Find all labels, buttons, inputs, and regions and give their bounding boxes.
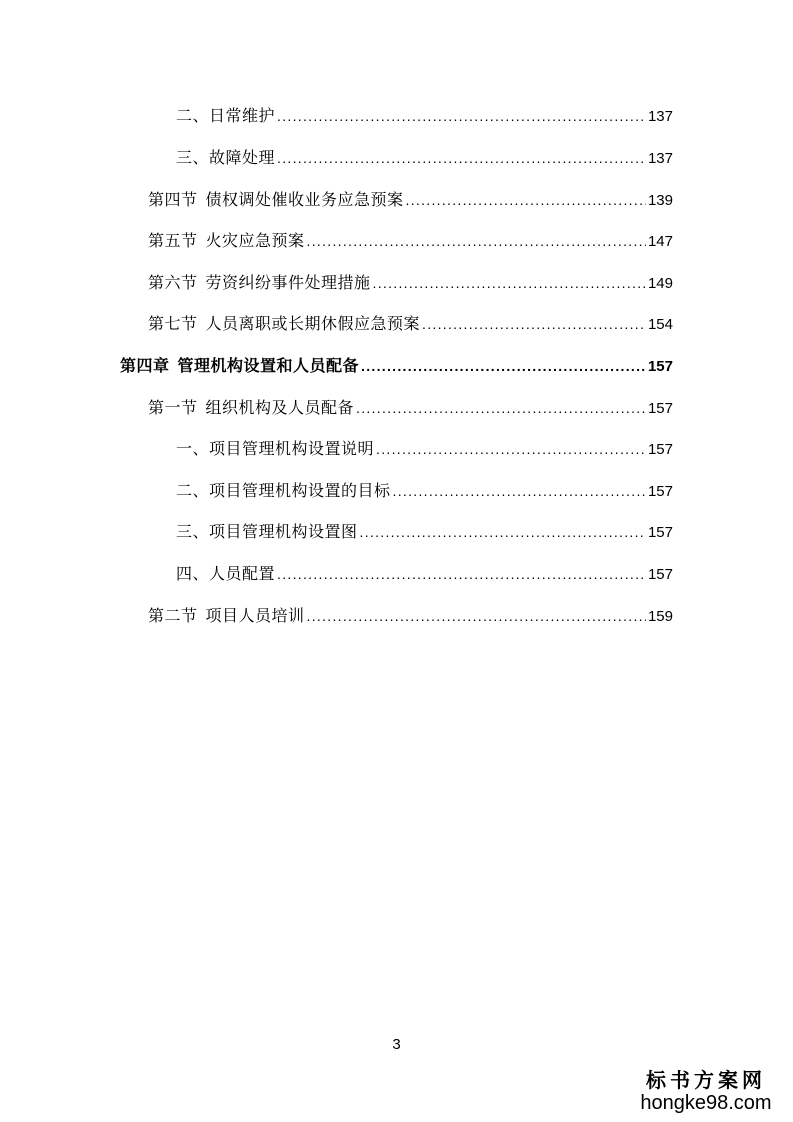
- toc-entry-label: 第四章 管理机构设置和人员配备: [120, 356, 360, 375]
- toc-entry[interactable]: [148, 188, 673, 212]
- toc-entry-page: 147: [647, 233, 673, 250]
- toc-entry-label: 第七节 人员离职或长期休假应急预案: [148, 314, 421, 333]
- toc-entry[interactable]: [148, 396, 673, 420]
- dot-leader: [360, 520, 646, 544]
- dot-leader: [406, 188, 646, 212]
- toc-entry[interactable]: [176, 146, 673, 170]
- toc-entry-label: 第一节 组织机构及人员配备: [148, 398, 355, 417]
- dot-leader: [277, 104, 646, 128]
- toc-entry-label: 四、人员配置: [176, 564, 276, 583]
- toc-entry[interactable]: [176, 479, 673, 503]
- toc-entry-label: 第六节 劳资纠纷事件处理措施: [148, 273, 371, 292]
- watermark-url: hongke98.com: [640, 1092, 772, 1114]
- toc-entry-label: 二、项目管理机构设置的目标: [176, 481, 391, 500]
- toc-entry-page: 157: [647, 358, 673, 375]
- toc-entry[interactable]: [176, 520, 673, 544]
- toc-entry-label: 三、项目管理机构设置图: [176, 522, 358, 541]
- toc-entry[interactable]: [148, 604, 673, 628]
- toc-entry-label: 第二节 项目人员培训: [148, 606, 305, 625]
- dot-leader: [277, 146, 646, 170]
- toc-entry-page: 157: [647, 483, 673, 500]
- toc-entry[interactable]: [148, 229, 673, 253]
- toc-entry-page: 137: [647, 150, 673, 167]
- watermark-site-name: 标书方案网: [646, 1068, 766, 1092]
- toc-entry[interactable]: [148, 271, 673, 295]
- toc-entry-label: 第四节 债权调处催收业务应急预案: [148, 190, 404, 209]
- toc-chapter-entry[interactable]: [120, 354, 673, 378]
- toc-entry-page: 157: [647, 524, 673, 541]
- toc-entry[interactable]: [176, 562, 673, 586]
- toc-entry-page: 159: [647, 608, 673, 625]
- toc-entry[interactable]: [176, 437, 673, 461]
- toc-entry-page: 157: [647, 566, 673, 583]
- toc-entry-page: 139: [647, 192, 673, 209]
- toc-entry[interactable]: [148, 312, 673, 336]
- dot-leader: [373, 271, 646, 295]
- dot-leader: [307, 604, 646, 628]
- toc-entry-page: 157: [647, 400, 673, 417]
- dot-leader: [361, 354, 646, 378]
- toc-entry-page: 149: [647, 275, 673, 292]
- dot-leader: [422, 312, 646, 336]
- toc-entry-label: 三、故障处理: [176, 148, 276, 167]
- site-watermark: [631, 1068, 781, 1114]
- toc-entry-page: 137: [647, 108, 673, 125]
- dot-leader: [277, 562, 646, 586]
- dot-leader: [356, 396, 646, 420]
- dot-leader: [376, 437, 646, 461]
- toc-entry-label: 二、日常维护: [176, 106, 276, 125]
- toc-entry-page: 157: [647, 441, 673, 458]
- toc-entry[interactable]: [176, 104, 673, 128]
- toc-entry-label: 一、项目管理机构设置说明: [176, 439, 375, 458]
- toc-entry-label: 第五节 火灾应急预案: [148, 231, 305, 250]
- dot-leader: [307, 229, 646, 253]
- dot-leader: [393, 479, 646, 503]
- toc-entry-page: 154: [647, 316, 673, 333]
- page-number: 3: [392, 1036, 401, 1053]
